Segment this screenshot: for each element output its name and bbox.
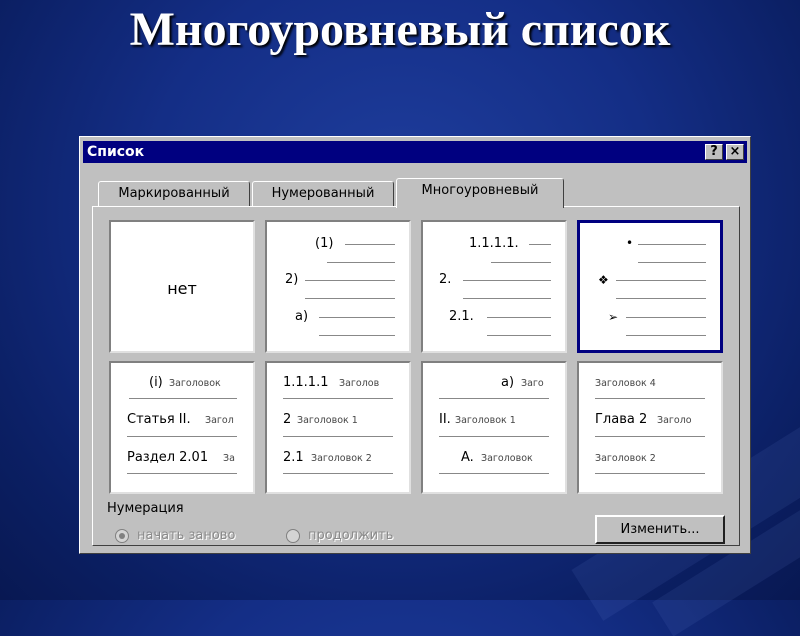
bullet-arrow-icon: ➢ [608, 310, 619, 324]
bullet-diamond-icon: ❖ [598, 273, 609, 287]
style-tile-articles[interactable] [109, 361, 255, 494]
placeholder-line [626, 317, 706, 318]
placeholder-line [487, 317, 551, 318]
placeholder-line [129, 398, 237, 399]
level3-label: a) [295, 309, 309, 324]
level3-heading: Заголовок 2 [595, 453, 656, 464]
placeholder-line [327, 262, 395, 263]
level2-heading: Заголо [657, 415, 692, 426]
placeholder-line [439, 436, 549, 437]
style-tile-chapters[interactable] [577, 361, 723, 494]
placeholder-line [305, 298, 395, 299]
level1-heading: Заголов [339, 378, 380, 389]
level3-heading: Заголовок [481, 453, 533, 464]
style-tile-bullets[interactable] [577, 220, 723, 353]
style-tile-legal[interactable] [265, 361, 411, 494]
placeholder-line [491, 262, 551, 263]
modify-button[interactable]: Изменить... [595, 515, 725, 544]
continue-radio[interactable] [286, 529, 300, 543]
level2-label: 2. [439, 272, 452, 287]
style-tile-numbered-parens[interactable] [265, 220, 411, 353]
placeholder-line [638, 244, 706, 245]
list-dialog [79, 136, 751, 554]
placeholder-line [283, 473, 393, 474]
level2-label: II. [439, 412, 451, 427]
restart-radio[interactable] [115, 529, 129, 543]
restart-radio-label: начать заново [137, 528, 236, 543]
tab-bulleted[interactable]: Маркированный [98, 181, 250, 207]
placeholder-line [595, 436, 705, 437]
style-tile-outline[interactable] [421, 361, 567, 494]
numbering-label: Нумерация [107, 501, 184, 516]
placeholder-line [595, 398, 705, 399]
placeholder-line [439, 398, 549, 399]
dialog-title: Список [87, 144, 145, 160]
continue-radio-label: продолжить [308, 528, 394, 543]
level2-label: 2) [285, 272, 299, 287]
level1-heading: Заголовок 4 [595, 378, 656, 389]
level1-heading: Заго [521, 378, 544, 389]
level1-heading: Заголовок [169, 378, 221, 389]
level3-heading: За [223, 453, 235, 464]
placeholder-line [487, 335, 551, 336]
level2-heading: Заголовок 1 [455, 415, 516, 426]
slide-title: Многоуровневый список [129, 3, 671, 56]
level3-label: 2.1. [449, 309, 474, 324]
level2-label: 2 [283, 412, 292, 427]
placeholder-line [127, 436, 237, 437]
placeholder-line [345, 244, 395, 245]
placeholder-line [283, 436, 393, 437]
placeholder-line [305, 280, 395, 281]
help-button[interactable]: ? [705, 144, 723, 160]
level1-label: 1.1.1.1 [283, 375, 329, 390]
placeholder-line [463, 298, 551, 299]
style-tile-none[interactable] [109, 220, 255, 353]
placeholder-line [463, 280, 551, 281]
placeholder-line [638, 262, 706, 263]
placeholder-line [127, 473, 237, 474]
placeholder-line [595, 473, 705, 474]
close-button[interactable]: × [726, 144, 744, 160]
style-tile-numbered-decimal[interactable] [421, 220, 567, 353]
tab-numbered[interactable]: Нумерованный [252, 181, 394, 207]
bullet-dot-icon: • [626, 236, 634, 250]
level1-label: 1.1.1.1. [469, 236, 519, 251]
placeholder-line [626, 335, 706, 336]
placeholder-line [529, 244, 551, 245]
level1-label: (i) [149, 375, 163, 390]
level2-heading: Загол [205, 415, 234, 426]
level2-heading: Заголовок 1 [297, 415, 358, 426]
level1-label: (1) [315, 236, 334, 251]
tab-panel [92, 206, 740, 546]
radio-dot-icon [119, 533, 125, 539]
dialog-titlebar [83, 141, 747, 163]
tab-outline-numbered[interactable]: Многоуровневый [396, 178, 564, 208]
level2-label: Глава 2 [595, 412, 648, 427]
none-label: нет [167, 279, 197, 298]
level2-label: Статья II. [127, 412, 191, 427]
level3-label: Раздел 2.01 [127, 450, 209, 465]
placeholder-line [616, 280, 706, 281]
level1-label: a) [501, 375, 515, 390]
placeholder-line [283, 398, 393, 399]
placeholder-line [439, 473, 549, 474]
placeholder-line [319, 317, 395, 318]
level3-heading: Заголовок 2 [311, 453, 372, 464]
placeholder-line [616, 298, 706, 299]
placeholder-line [319, 335, 395, 336]
level3-label: A. [461, 450, 474, 465]
level3-label: 2.1 [283, 450, 304, 465]
